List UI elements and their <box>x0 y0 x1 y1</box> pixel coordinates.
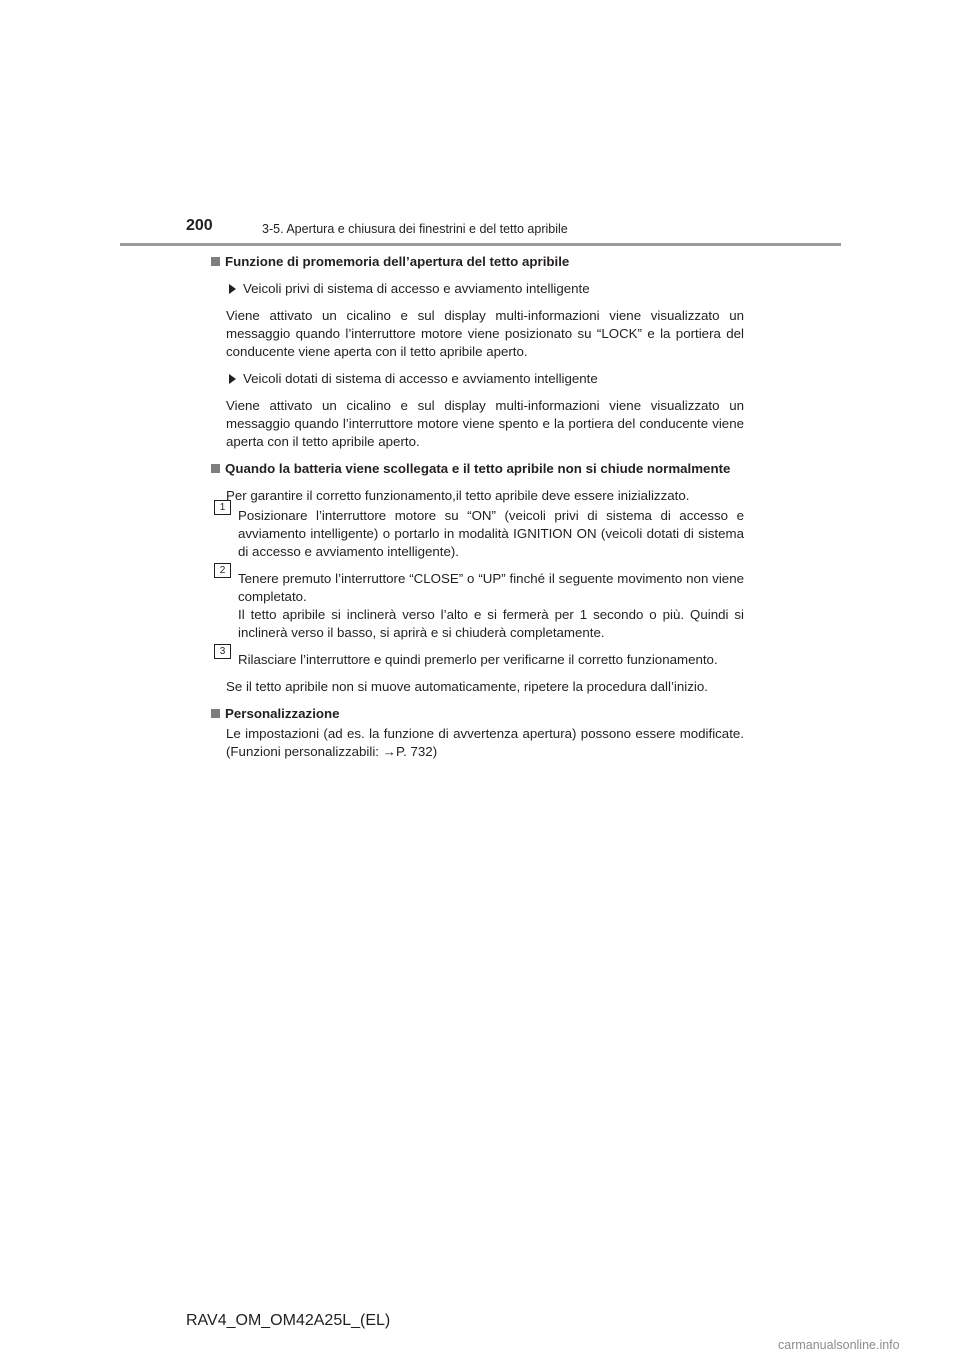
step-2 <box>211 565 744 642</box>
heading-battery-disconnected <box>211 460 744 478</box>
sub-heading-text: Veicoli privi di sistema di accesso e avviamento intelligente <box>243 281 590 296</box>
heading-customization <box>211 705 744 723</box>
square-bullet-icon <box>211 257 220 266</box>
heading-text: Funzione di promemoria dell’apertura del tetto apribile <box>225 254 570 269</box>
sub-heading-text: Veicoli dotati di sistema di accesso e avviamento intelligente <box>243 371 598 386</box>
document-id: RAV4_OM_OM42A25L_(EL) <box>186 1312 391 1329</box>
header-rule <box>120 243 841 246</box>
paragraph-with-page-reference: Le impostazioni (ad es. la funzione di avvertenza apertura) possono essere modificate. (Funzioni personalizzabili: →P. 732) <box>226 726 744 759</box>
step-3 <box>211 646 744 669</box>
page-number: 200 <box>186 217 213 234</box>
step-text-continuation: Il tetto apribile si inclinerà verso l’alto e si fermerà per 1 secondo o più. Quindi si inclinerà verso il basso, si aprirà e si chiuderà completamente. <box>238 607 744 640</box>
step-number-badge: 2 <box>214 563 231 578</box>
triangle-bullet-icon <box>229 374 236 384</box>
sub-heading-without-smart-key <box>211 280 744 298</box>
paragraph: Se il tetto apribile non si muove automaticamente, ripetere la procedura dall’inizio. <box>226 679 708 694</box>
heading-text: Personalizzazione <box>225 706 340 721</box>
section-title: 3-5. Apertura e chiusura dei finestrini e del tetto apribile <box>262 222 568 236</box>
heading-sunroof-reminder <box>211 253 744 271</box>
step-1 <box>211 502 744 561</box>
triangle-bullet-icon <box>229 284 236 294</box>
sub-heading-with-smart-key <box>211 370 744 388</box>
square-bullet-icon <box>211 464 220 473</box>
square-bullet-icon <box>211 709 220 718</box>
heading-text: Quando la batteria viene scollegata e il tetto apribile non si chiude normalmente <box>225 461 731 476</box>
paragraph: Per garantire il corretto funzionamento,il tetto apribile deve essere inizializzato. <box>226 488 690 503</box>
step-text: Tenere premuto l’interruttore “CLOSE” o “UP” finché il seguente movimento non viene completato. <box>238 571 744 604</box>
step-number-badge: 3 <box>214 644 231 659</box>
step-text: Posizionare l’interruttore motore su “ON” (veicoli privi di sistema di accesso e avviamento intelligente) o portarlo in modalità IGNITION ON (veicoli dotati di sistema di accesso e avviamento intelligente). <box>238 508 744 559</box>
watermark: carmanualsonline.info <box>778 1338 900 1352</box>
paragraph: Viene attivato un cicalino e sul display multi-informazioni viene visualizzato un messaggio quando l’interruttore motore viene spento e la portiera del conducente viene aperta con il tetto apribile aperto. <box>226 398 744 449</box>
step-text: Rilasciare l’interruttore e quindi premerlo per verificarne il corretto funzionamento. <box>238 652 718 667</box>
step-number-badge: 1 <box>214 500 231 515</box>
paragraph: Viene attivato un cicalino e sul display multi-informazioni viene visualizzato un messaggio quando l’interruttore motore viene posizionato su “LOCK” e la portiera del conducente viene aperta con il tetto apribile aperto. <box>226 308 744 359</box>
page-content <box>211 253 744 770</box>
